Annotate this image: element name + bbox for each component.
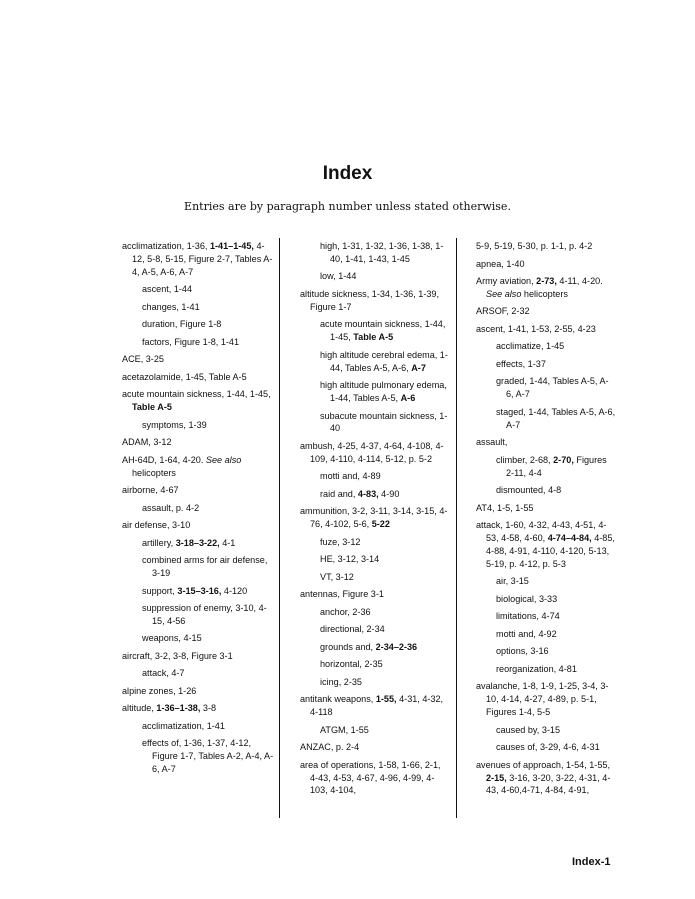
index-entry <box>476 240 616 253</box>
index-entry-text: acute mountain sickness, 1-44, 1-45, <box>320 319 446 343</box>
index-entry <box>476 759 616 798</box>
index-entry-text: horizontal, 2-35 <box>320 659 383 670</box>
index-entry-text: altitude sickness, 1-34, 1-36, 1-39, Figure 1-7 <box>300 288 440 312</box>
index-entry-text: low, 1-44 <box>320 271 357 282</box>
index-subentry <box>476 610 616 623</box>
index-entry <box>122 685 274 698</box>
index-entry-text: ADAM, 3-12 <box>122 437 172 448</box>
index-subentry <box>300 410 448 436</box>
index-subentry <box>122 585 274 598</box>
index-subentry <box>300 318 448 344</box>
index-entry-text: alpine zones, 1-26 <box>122 685 197 696</box>
index-entry-text: limitations, 4-74 <box>496 611 560 622</box>
index-entry-text: options, 3-16 <box>496 646 549 657</box>
index-entry <box>300 588 448 601</box>
index-entry-text: area of operations, 1-58, 1-66, 2-1, 4-43, 4-53, 4-67, 4-96, 4-99, 4-103, 4-104, <box>300 759 441 796</box>
index-entry-text: assault, <box>476 437 508 448</box>
index-entry <box>476 275 616 301</box>
index-entry-text: 2-73, <box>536 276 557 286</box>
index-entry <box>122 702 274 715</box>
index-entry-text: attack, 4-7 <box>142 668 185 679</box>
index-entry <box>300 288 448 314</box>
index-entry <box>476 258 616 271</box>
index-entry-text: A-7 <box>411 362 426 373</box>
index-entry <box>300 505 448 531</box>
index-entry-text: effects of, 1-36, 1-37, 4-12, Figure 1-7, Tables A-2, A-4, A-6, A-7 <box>142 738 274 775</box>
index-column-1 <box>122 240 274 781</box>
index-entry-text: motti and, 4-89 <box>320 471 381 482</box>
index-entry-text: suppression of enemy, 3-10, 4-15, 4-56 <box>142 603 267 626</box>
index-entry <box>122 436 274 449</box>
index-entry-text: 4-1 <box>219 537 236 548</box>
index-subentry <box>300 724 448 737</box>
index-entry-text: 4-31, 4-32, 4-118 <box>310 694 444 718</box>
index-entry-text: caused by, 3-15 <box>496 724 561 735</box>
index-entry-text: fuze, 3-12 <box>320 536 361 547</box>
index-entry <box>122 353 274 366</box>
index-subentry <box>476 484 616 497</box>
index-entry-text: AH-64D, 1-64, 4-20. <box>122 454 206 465</box>
index-subentry <box>122 632 274 645</box>
index-subentry <box>300 470 448 483</box>
index-subentry <box>300 571 448 584</box>
index-subentry <box>122 301 274 314</box>
index-subentry <box>476 741 616 754</box>
index-entry-text: HE, 3-12, 3-14 <box>320 554 380 565</box>
index-entry-text: changes, 1-41 <box>142 301 200 312</box>
index-entry-text: aircraft, 3-2, 3-8, Figure 3-1 <box>122 650 233 661</box>
index-subentry <box>122 318 274 331</box>
index-entry-text: ascent, 1-41, 1-53, 2-55, 4-23 <box>476 323 596 334</box>
index-entry-text: combined arms for air defense, 3-19 <box>142 555 268 579</box>
index-entry-text: 2-15, <box>486 772 507 783</box>
index-entry-text: 4-90 <box>378 488 400 499</box>
index-entry <box>300 741 448 754</box>
index-subentry <box>476 358 616 371</box>
index-subentry <box>300 676 448 689</box>
index-entry-text: Figures 2-11, 4-4 <box>506 454 607 478</box>
index-subentry <box>476 593 616 606</box>
index-entry-text: 4-74–4-84, <box>547 533 592 544</box>
index-entry-text: 2-70, <box>553 454 574 465</box>
index-entry-text: See also <box>205 454 242 465</box>
index-entry-text: ascent, 1-44 <box>142 284 193 295</box>
index-subentry <box>122 419 274 432</box>
index-subentry <box>300 623 448 636</box>
index-entry-text: 1-36–1-38, <box>156 703 201 714</box>
column-divider <box>279 238 280 818</box>
index-entry-text: Army aviation, <box>476 276 537 286</box>
index-entry-text: high altitude pulmonary edema, 1-44, Tables A-5, <box>320 380 447 404</box>
index-subentry <box>300 240 448 266</box>
index-entry-text: 3-8 <box>200 703 217 714</box>
index-subentry <box>122 737 274 776</box>
index-subentry <box>300 536 448 549</box>
index-entry-text: ANZAC, p. 2-4 <box>300 742 360 753</box>
index-subentry <box>300 641 448 654</box>
index-entry-text: Table A-5 <box>353 332 394 343</box>
index-subentry <box>122 720 274 733</box>
index-entry-text: artillery, <box>142 537 176 548</box>
index-entry-text: airborne, 4-67 <box>122 485 179 496</box>
index-entry <box>122 240 274 279</box>
index-subentry <box>476 454 616 480</box>
index-subentry <box>300 349 448 375</box>
index-entry-text: 5-22 <box>371 519 390 530</box>
index-entry-text: 3-15–3-16, <box>177 585 222 596</box>
index-entry-text: 1-41–1-45, <box>209 241 254 251</box>
index-entry <box>476 502 616 515</box>
index-entry-text: 4-85, 4-88, 4-91, 4-110, 4-120, 5-13, 5-19, p. 4-12, p. 5-3 <box>486 533 615 569</box>
index-entry-text: avenues of approach, 1-54, 1-55, <box>476 759 610 770</box>
index-entry-text: antitank weapons, <box>300 694 376 705</box>
index-subentry <box>122 283 274 296</box>
index-entry-text: AT4, 1-5, 1-55 <box>476 502 534 513</box>
index-entry-text: acetazolamide, 1-45, Table A-5 <box>122 371 247 382</box>
index-entry-text: 4-120 <box>221 585 248 596</box>
index-subentry <box>122 502 274 515</box>
index-entry <box>300 759 448 798</box>
index-entry <box>122 388 274 414</box>
index-entry-text: ACE, 3-25 <box>122 354 164 365</box>
index-entry <box>122 650 274 663</box>
index-entry-text: VT, 3-12 <box>320 571 354 582</box>
index-entry-text: factors, Figure 1-8, 1-41 <box>142 336 240 347</box>
index-subentry <box>122 554 274 580</box>
index-entry-text: motti and, 4-92 <box>496 628 557 639</box>
index-entry-text: attack, 1-60, 4-32, 4-43, 4-51, 4-53, 4-58, 4-60, <box>476 520 607 544</box>
index-entry-text: biological, 3-33 <box>496 593 558 604</box>
index-entry-text: duration, Figure 1-8 <box>142 319 222 330</box>
index-entry <box>476 519 616 571</box>
index-entry-text: acclimatization, 1-36, <box>122 241 210 251</box>
index-entry-text: subacute mountain sickness, 1-40 <box>320 410 448 434</box>
index-entry <box>476 680 616 719</box>
index-entry-text: ATGM, 1-55 <box>320 724 369 735</box>
index-entry-text: helicopters <box>132 467 176 478</box>
index-subentry <box>122 667 274 680</box>
index-entry <box>476 436 616 449</box>
page-title: Index <box>322 163 373 184</box>
index-subentry <box>122 537 274 550</box>
index-column-3 <box>476 240 616 802</box>
index-entry-text: high, 1-31, 1-32, 1-36, 1-38, 1-40, 1-41, 1-43, 1-45 <box>320 241 444 264</box>
index-entry-text: 3-18–3-22, <box>175 537 220 548</box>
index-subentry <box>476 575 616 588</box>
index-entry-text: directional, 2-34 <box>320 624 385 635</box>
index-subentry <box>476 645 616 658</box>
index-entry-text: climber, 2-68, <box>496 454 554 465</box>
index-subentry <box>122 336 274 349</box>
index-entry-text: 4-12, 5-8, 5-15, Figure 2-7, Tables A-4, A-5, A-6, A-7 <box>132 241 273 277</box>
index-subentry <box>476 628 616 641</box>
page-number: Index-1 <box>572 856 611 868</box>
index-subentry <box>300 270 448 283</box>
index-entry-text: 4-83, <box>357 488 379 499</box>
index-entry-text: assault, p. 4-2 <box>142 502 200 513</box>
index-entry-text: air defense, 3-10 <box>122 520 191 531</box>
index-entry <box>476 305 616 318</box>
index-entry <box>476 323 616 336</box>
index-subentry <box>476 663 616 676</box>
index-entry-text: weapons, 4-15 <box>142 633 202 644</box>
index-entry-text: altitude, <box>122 703 157 714</box>
index-entry-text: grounds and, <box>320 641 376 652</box>
index-subentry <box>300 606 448 619</box>
index-entry-text: 4-11, 4-20. <box>556 276 603 286</box>
index-entry-text: air, 3-15 <box>496 576 529 587</box>
index-subentry <box>476 724 616 737</box>
index-entry-text: support, <box>142 585 178 596</box>
index-entry <box>300 440 448 466</box>
index-column-2 <box>300 240 448 802</box>
index-entry-text: acclimatize, 1-45 <box>496 341 565 352</box>
index-subentry <box>300 553 448 566</box>
index-entry <box>122 484 274 497</box>
index-entry-text: acclimatization, 1-41 <box>142 720 225 731</box>
index-subentry <box>476 406 616 432</box>
index-entry-text: symptoms, 1-39 <box>142 419 207 430</box>
index-entry-text: ammunition, 3-2, 3-11, 3-14, 3-15, 4-76, 4-102, 5-6, <box>300 506 448 530</box>
index-entry <box>300 693 448 719</box>
index-entry-text: Table A-5 <box>132 402 172 413</box>
index-entry-text: ambush, 4-25, 4-37, 4-64, 4-108, 4-109, 4-110, 4-114, 5-12, p. 5-2 <box>300 440 444 464</box>
index-entry-text: helicopters <box>521 288 568 299</box>
index-entry-text: high altitude cerebral edema, 1-44, Tables A-5, A-6, <box>320 349 448 373</box>
index-subentry <box>476 340 616 353</box>
index-entry-text: staged, 1-44, Tables A-5, A-6, A-7 <box>496 406 616 430</box>
index-subentry <box>300 379 448 405</box>
index-entry-text: 1-55, <box>375 694 397 705</box>
index-entry-text: 5-9, 5-19, 5-30, p. 1-1, p. 4-2 <box>476 241 593 251</box>
index-entry-text: 2-34–2-36 <box>375 641 418 652</box>
index-entry-text: causes of, 3-29, 4-6, 4-31 <box>496 742 600 753</box>
index-entry-text: apnea, 1-40 <box>476 258 525 269</box>
index-entry-text: dismounted, 4-8 <box>496 485 562 496</box>
index-entry-text: raid and, <box>320 488 358 499</box>
index-entry-text: A-6 <box>400 393 416 404</box>
index-subentry <box>122 602 274 628</box>
index-subentry <box>300 488 448 501</box>
index-entry-text: effects, 1-37 <box>496 358 546 369</box>
index-entry-text: 3-16, 3-20, 3-22, 4-31, 4-43, 4-60,4-71, 4-84, 4-91, <box>486 772 611 796</box>
index-entry-text: antennas, Figure 3-1 <box>300 589 384 600</box>
index-entry-text: graded, 1-44, Tables A-5, A-6, A-7 <box>496 376 609 400</box>
index-entry <box>122 519 274 532</box>
index-entry-text: acute mountain sickness, 1-44, 1-45, <box>122 389 271 400</box>
index-entry-text: icing, 2-35 <box>320 676 362 687</box>
index-entry-text: anchor, 2-36 <box>320 606 371 617</box>
index-entry <box>122 371 274 384</box>
column-divider <box>456 238 457 818</box>
index-subtitle: Entries are by paragraph number unless stated otherwise. <box>184 200 511 213</box>
index-entry-text: ARSOF, 2-32 <box>476 306 530 317</box>
index-entry-text: reorganization, 4-81 <box>496 663 577 674</box>
index-subentry <box>476 375 616 401</box>
index-entry <box>122 454 274 480</box>
index-entry-text: avalanche, 1-8, 1-9, 1-25, 3-4, 3-10, 4-14, 4-27, 4-89, p. 5-1, Figures 1-4, 5-5 <box>476 681 609 718</box>
index-entry-text: See also <box>486 288 522 299</box>
index-subentry <box>300 658 448 671</box>
